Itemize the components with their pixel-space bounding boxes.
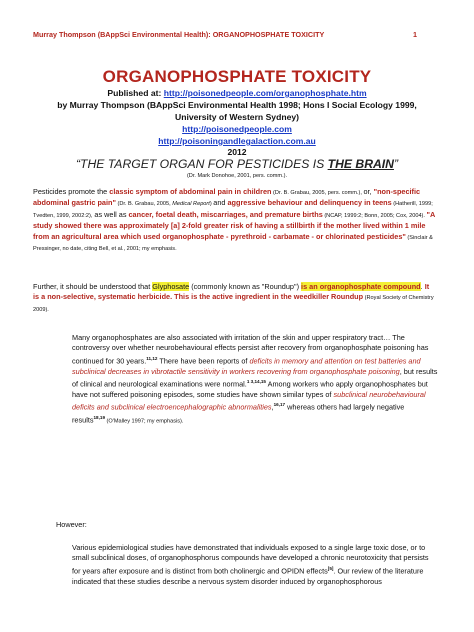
website-link-1[interactable]: http://poisonedpeople.com — [182, 124, 292, 134]
citation: (Dr. B. Grabau, 2005, pers. comm.), — [271, 190, 364, 196]
website-link-line — [0, 123, 474, 135]
text: as well as — [92, 209, 129, 219]
text: Pesticides promote the — [33, 187, 110, 196]
citation: (NCAP, 1999:2; Bonn, 2005; Cox, 2004). — [322, 212, 427, 219]
headline-quote — [0, 157, 474, 171]
block-quote-epidemiology — [72, 543, 438, 587]
text: Many organophosphates are also associated with irritation of the skin and upper respiratory tract… The controversy over whether neurobehavioural effects persist after recovery from organophosphate poisoning has continued for 30 years. — [72, 333, 429, 366]
quote-close: ” — [393, 157, 399, 171]
superscript-ref: 18,19 — [93, 415, 105, 421]
superscript-ref: 11,12 — [146, 355, 158, 361]
superscript-ref: [5] — [327, 565, 334, 571]
text: , but results of clinical and neurological examinations were normal. — [72, 366, 438, 389]
text: Further, it should be understood that — [33, 282, 153, 291]
running-header: Murray Thompson (BAppSci Environmental Health): ORGANOPHOSPHATE TOXICITY — [33, 30, 325, 39]
text: There have been reports of — [157, 356, 250, 366]
published-label: Published at: — [107, 88, 164, 98]
highlight-text: aggressive behaviour and delinquency in teens — [227, 198, 392, 208]
highlight-text: cancer, foetal death, miscarriages, and premature births — [128, 209, 323, 219]
publication-year: 2012 — [227, 147, 247, 157]
block-quote-omalley — [72, 333, 438, 427]
text: . — [420, 282, 425, 291]
however-label: However: — [56, 520, 87, 529]
highlight-text: "non-specific abdominal gastric pain" — [33, 187, 421, 208]
citation: Medical Report — [172, 201, 210, 208]
text: Among workers who apply organophosphates but have not suffered poisoning episodes, some studies have shown similar types of — [72, 379, 428, 399]
text: (commonly known as "Roundup") — [189, 282, 302, 291]
published-line — [0, 87, 474, 99]
quote-source: (Dr. Mark Donohoe, 2001, pers. comm.). — [186, 173, 288, 179]
document-title: ORGANOPHOSPHATE TOXICITY — [102, 67, 372, 86]
author-line-1: by Murray Thompson (BAppSci Environmental Health 1998; Hons I Social Ecology 1999, — [57, 100, 417, 110]
emphasis-text: deficits in memory and attention on test batteries and subclinical decreases in vibrotactile sensitivity in workers recovering from organophosphate poisoning — [72, 356, 421, 376]
highlight-text: It is a non-selective, systematic herbicide. This is the active ingredient in the weedkiller Roundup — [33, 282, 430, 302]
author-line-2: University of Western Sydney) — [174, 112, 299, 122]
emphasis-text: subclinical neurobehavioural deficits and subclinical electroencephalographic abnormalities — [72, 389, 426, 412]
page-number: 1 — [413, 30, 417, 39]
text: and — [213, 198, 228, 208]
citation: (Dr. B. Grabau, 2005, — [115, 201, 173, 208]
text: . Our review of the literature indicated that these studies describe a nervous system disorder induced by organophosphorous — [72, 566, 424, 586]
superscript-ref: 1 3,14,15 — [246, 379, 266, 385]
text: Various epidemiological studies have demonstrated that individuals exposed to a single large toxic dose, or to small subclinical doses, of organophosphorus compounds have developed a chronic neurotoxicity that persists for years after exposure and is distinct from both cholinergic and OPIDN effects — [72, 543, 429, 576]
citation: ) — [209, 201, 214, 208]
text: or, — [363, 187, 374, 196]
website-link-2[interactable]: http://poisoningandlegalaction.com.au — [158, 136, 316, 146]
superscript-ref: 16,17 — [273, 402, 286, 408]
text: , — [271, 402, 274, 412]
citation: (Sinclair & Pressinger, no date, citing Bell, et al., 2001; my emphasis. — [33, 234, 433, 253]
published-link[interactable]: http://poisonedpeople.com/organophosphate.htm — [163, 88, 367, 98]
citation: (Royal Society of Chemistry 2009). — [33, 295, 434, 313]
quote-emphasis: THE BRAIN — [327, 157, 394, 171]
citation: (Hatherill, 1999; Tvedten, 1999, 2002:2), — [33, 201, 433, 219]
paragraph-pesticide-effects — [33, 187, 435, 254]
highlight-text: classic symptom of abdominal pain in children — [109, 187, 272, 196]
paragraph-glyphosate — [33, 282, 435, 315]
citation: (O'Malley 1997; my emphasis). — [105, 418, 184, 425]
highlight-text: "A study showed there was approximately [a] 2-fold greater risk of having a stillbirth if the mother lived within 1 mile from an agricultural area which used organophosphate - pyrethroid - carbamate - or chlorinated pesticides" — [33, 209, 435, 241]
quote-text: “THE TARGET ORGAN FOR PESTICIDES IS — [75, 157, 328, 171]
text: whereas others had largely negative results — [72, 402, 405, 425]
glyphosate-highlight: Glyphosate — [152, 282, 190, 291]
highlight-text: is an organophosphate compound — [301, 282, 421, 291]
